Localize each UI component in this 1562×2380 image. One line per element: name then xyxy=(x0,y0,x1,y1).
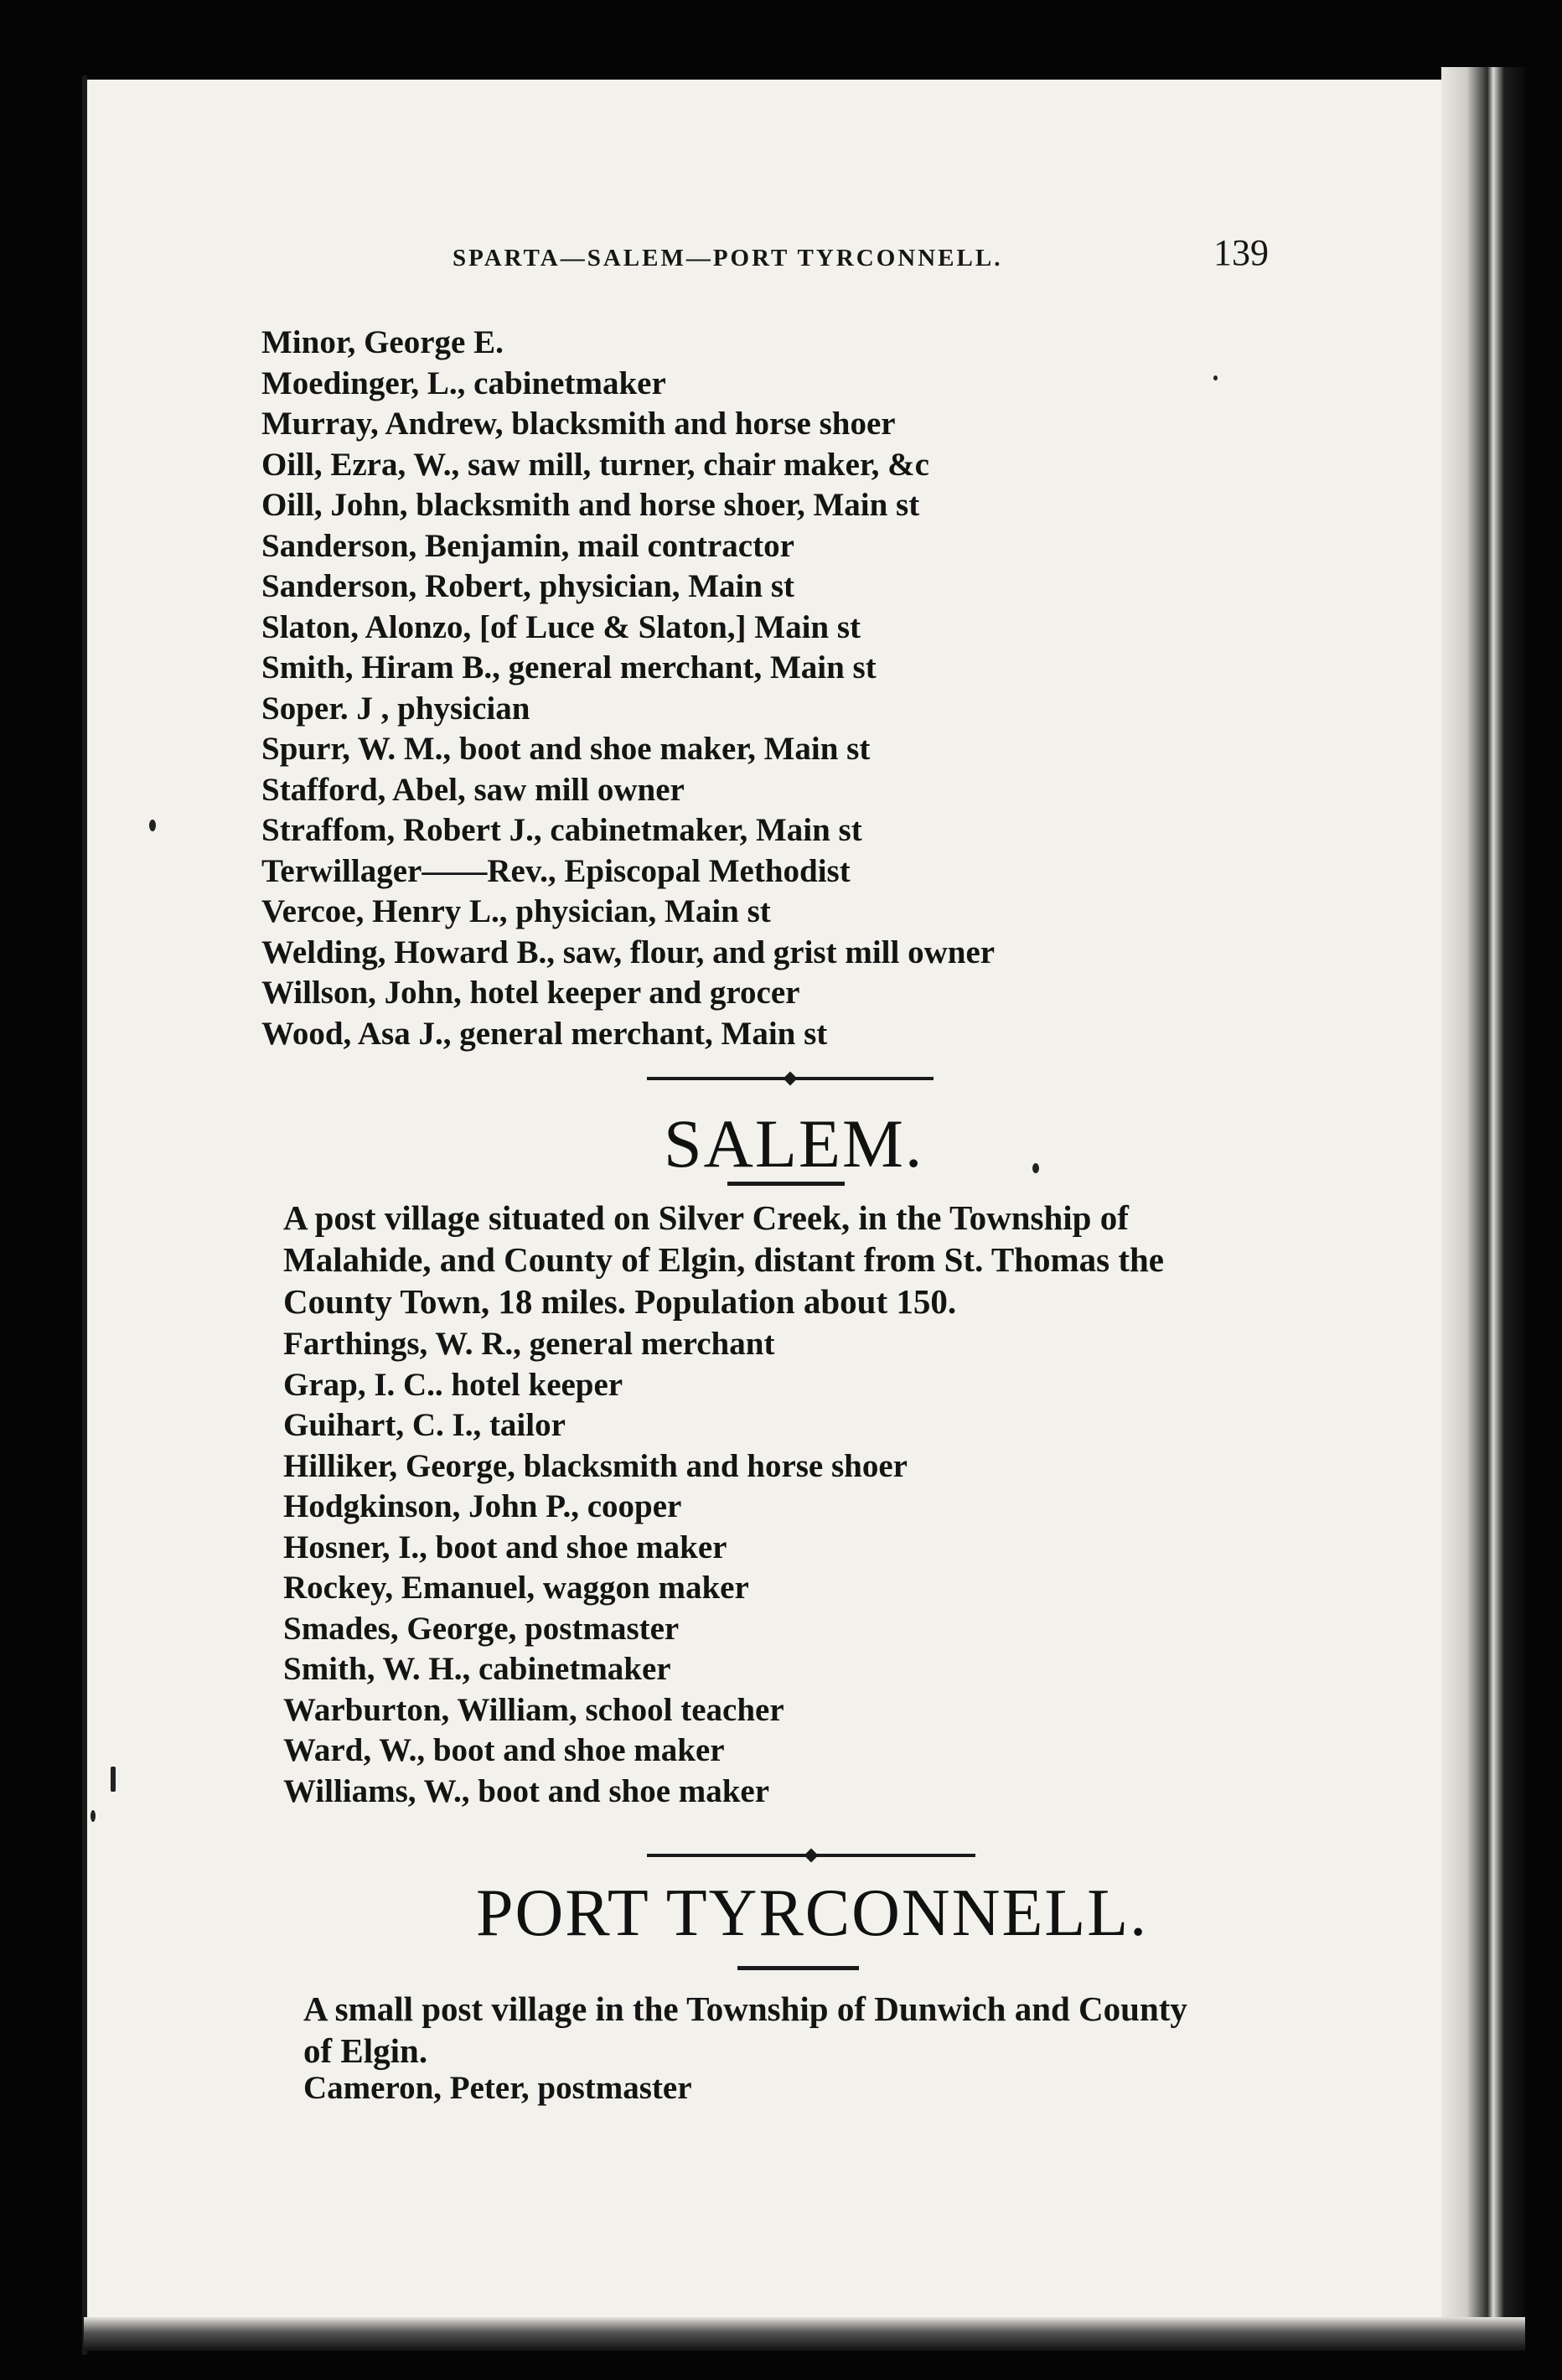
section-divider-rule xyxy=(647,1077,934,1080)
description-line: A small post village in the Township of Dunwich and County xyxy=(303,1989,1187,2028)
description-line: County Town, 18 miles. Population about 150. xyxy=(283,1282,957,1321)
page-number: 139 xyxy=(1213,232,1269,273)
scan-speck xyxy=(111,1767,116,1792)
directory-entry: Oill, Ezra, W., saw mill, turner, chair maker, &c xyxy=(261,446,929,483)
salem-description xyxy=(283,1197,1164,1322)
port-tyrconnell-heading: PORT TYRCONNELL. xyxy=(476,1876,1149,1950)
directory-entry: Straffom, Robert J., cabinetmaker, Main st xyxy=(261,812,862,848)
salem-heading: SALEM. xyxy=(664,1105,924,1182)
directory-entry: Spurr, W. M., boot and shoe maker, Main st xyxy=(261,731,871,767)
port-tyrconnell-directory-list xyxy=(303,2068,692,2109)
description-line: of Elgin. xyxy=(303,2031,428,2070)
directory-entry: Terwillager——Rev., Episcopal Methodist xyxy=(261,852,851,889)
section-divider-rule xyxy=(647,1854,975,1857)
directory-entry: Williams, W., boot and shoe maker xyxy=(283,1772,770,1809)
directory-entry: Murray, Andrew, blacksmith and horse shoer xyxy=(261,406,896,442)
directory-entry: Hodgkinson, John P., cooper xyxy=(283,1488,682,1524)
directory-entry: Sanderson, Benjamin, mail contractor xyxy=(261,527,794,564)
scan-speck xyxy=(149,820,156,831)
directory-entry: Hosner, I., boot and shoe maker xyxy=(283,1529,727,1565)
directory-entry: Cameron, Peter, postmaster xyxy=(303,2070,692,2106)
description-line: Malahide, and County of Elgin, distant from St. Thomas the xyxy=(283,1240,1164,1279)
directory-entry: Smith, W. H., cabinetmaker xyxy=(283,1651,671,1687)
description-line: A post village situated on Silver Creek, in the Township of xyxy=(283,1198,1129,1237)
directory-entry: Sanderson, Robert, physician, Main st xyxy=(261,568,794,604)
directory-entry: Grap, I. C.. hotel keeper xyxy=(283,1366,623,1403)
gutter-edge xyxy=(82,75,87,2355)
directory-entry: Vercoe, Henry L., physician, Main st xyxy=(261,893,771,929)
directory-entry: Welding, Howard B., saw, flour, and grist mill owner xyxy=(261,934,996,970)
heading-underline xyxy=(737,1966,859,1970)
directory-entry: Stafford, Abel, saw mill owner xyxy=(261,771,685,808)
running-head: SPARTA—SALEM—PORT TYRCONNELL. xyxy=(453,245,1003,272)
salem-directory-list xyxy=(283,1324,908,1812)
directory-entry: Rockey, Emanuel, waggon maker xyxy=(283,1570,749,1606)
directory-entry: Smith, Hiram B., general merchant, Main st xyxy=(261,649,877,686)
directory-entry: Smades, George, postmaster xyxy=(283,1610,680,1647)
port-tyrconnell-description xyxy=(303,1988,1187,2072)
directory-entry: Soper. J , physician xyxy=(261,690,530,727)
scan-speck xyxy=(1032,1163,1039,1173)
directory-entry: Ward, W., boot and shoe maker xyxy=(283,1732,725,1768)
directory-entry: Oill, John, blacksmith and horse shoer, Main st xyxy=(261,487,920,523)
page-edge-right xyxy=(1441,67,1525,2346)
directory-entry: Guihart, C. I., tailor xyxy=(283,1407,566,1443)
directory-entry: Warburton, William, school teacher xyxy=(283,1691,784,1728)
directory-entry: Farthings, W. R., general merchant xyxy=(283,1326,775,1362)
scan-speck xyxy=(91,1810,96,1822)
directory-entry: Moedinger, L., cabinetmaker xyxy=(261,365,666,401)
directory-entry: Minor, George E. xyxy=(261,324,504,360)
directory-entry: Willson, John, hotel keeper and grocer xyxy=(261,975,800,1011)
page-edge-bottom xyxy=(84,2317,1525,2351)
sparta-directory-list xyxy=(261,323,995,1054)
scan-speck xyxy=(1213,375,1218,380)
heading-underline xyxy=(727,1182,845,1186)
directory-entry: Hilliker, George, blacksmith and horse shoer xyxy=(283,1447,908,1484)
directory-entry: Slaton, Alonzo, [of Luce & Slaton,] Main st xyxy=(261,608,861,645)
directory-entry: Wood, Asa J., general merchant, Main st xyxy=(261,1015,828,1052)
